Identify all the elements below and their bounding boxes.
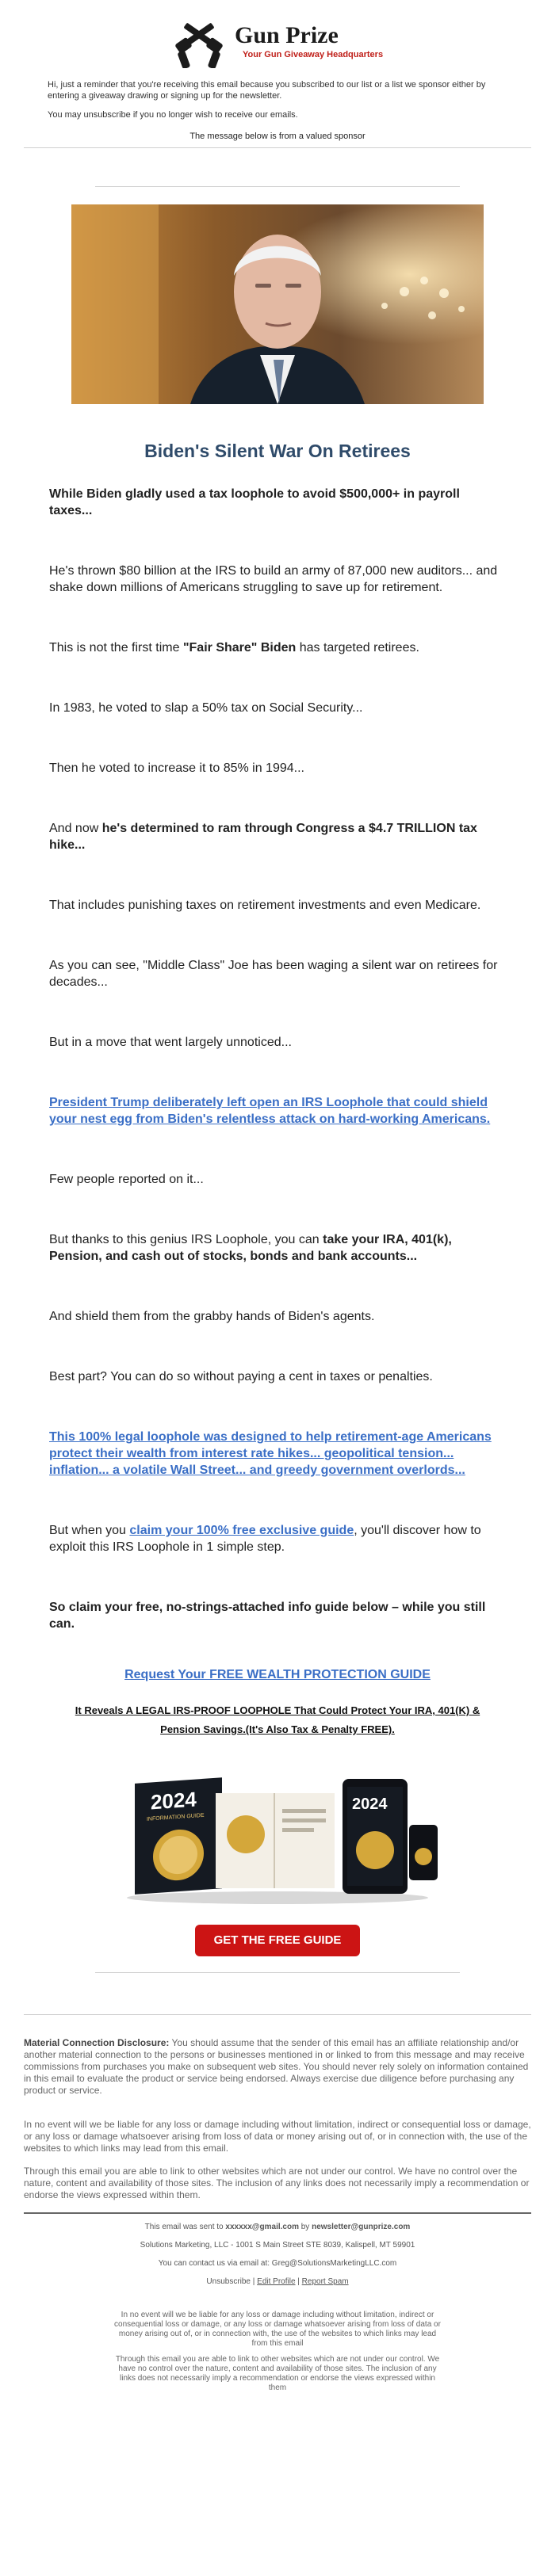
paragraph: Best part? You can do so without paying a cent in taxes or penalties. xyxy=(49,1370,433,1383)
unsubscribe-link[interactable]: Unsubscribe xyxy=(206,2277,251,2286)
report-spam-link[interactable]: Report Spam xyxy=(301,2277,349,2286)
paragraph: But when you claim your 100% free exclusive guide, you'll discover how to exploit this IRS Loophole in 1 simple step. xyxy=(49,1524,481,1554)
brand-name: Gun Prize xyxy=(235,22,339,48)
paragraph: As you can see, "Middle Class" Joe has been waging a silent war on retirees for decades... xyxy=(49,959,498,989)
hero-photo[interactable] xyxy=(71,204,484,404)
gun-prize-logo[interactable] xyxy=(40,0,515,71)
irs-loophole-link[interactable]: President Trump deliberately left open an IRS Loophole that could shield your nest egg from Biden's relentless attack on hard-working Americans. xyxy=(49,1096,491,1126)
paragraph: He's thrown $80 billion at the IRS to build an army of 87,000 new auditors... and shake down millions of Americans struggling to save up for retirement. xyxy=(49,564,498,594)
divider xyxy=(24,147,531,148)
paragraph: But in a move that went largely unnoticed... xyxy=(49,1036,292,1049)
email-container xyxy=(40,0,515,141)
legal-loophole-link[interactable]: This 100% legal loophole was designed to help retirement-age Americans protect their wealth from interest rate hikes... geopolitical tension... inflation... a volatile Wall Street... and greedy government overlords... xyxy=(49,1430,492,1477)
paragraph: While Biden gladly used a tax loophole to avoid $500,000+ in payroll taxes... xyxy=(49,487,460,517)
paragraph: But thanks to this genius IRS Loophole, you can take your IRA, 401(k), Pension, and cash out of stocks, bonds and bank accounts... xyxy=(49,1233,452,1263)
paragraph: Few people reported on it... xyxy=(49,1173,204,1186)
free-guide-link[interactable]: claim your 100% free exclusive guide xyxy=(129,1524,354,1537)
paragraph: So claim your free, no-strings-attached info guide below – while you still can. xyxy=(49,1601,486,1631)
sponsor-note: The message below is from a valued sponsor xyxy=(189,132,366,141)
paragraph: And now he's determined to ram through Congress a $4.7 TRILLION tax hike... xyxy=(49,822,477,852)
divider xyxy=(95,186,460,187)
svg-text:2024: 2024 xyxy=(352,1796,388,1813)
divider xyxy=(95,1972,460,1973)
article-body xyxy=(40,486,515,1632)
edit-profile-link[interactable]: Edit Profile xyxy=(257,2277,296,2286)
preamble xyxy=(40,79,515,120)
brand-tagline: Your Gun Giveaway Headquarters xyxy=(243,50,384,59)
company-address: Solutions Marketing, LLC - 1001 S Main Street STE 8039, Kalispell, MT 59901 xyxy=(140,2241,415,2250)
svg-text:2024: 2024 xyxy=(151,1787,197,1815)
svg-text:INFORMATION GUIDE: INFORMATION GUIDE xyxy=(147,1812,205,1822)
paragraph xyxy=(49,1094,506,1128)
article-headline: Biden's Silent War On Retirees xyxy=(144,441,411,461)
material-connection-disclosure: Material Connection Disclosure: You should assume that the sender of this email has an affiliate relationship and/or another material connection to the persons or businesses mentioned in or linked to from this message and may receive commissions from purchases you make on subsequent web sites. You should never rely solely on information contained in this email to evaluate the product or service being endorsed. Always exercise due diligence before purchasing any product or service. xyxy=(24,2037,529,2096)
paragraph: That includes punishing taxes on retirement investments and even Medicare. xyxy=(49,899,481,912)
get-free-guide-button[interactable]: GET THE FREE GUIDE xyxy=(195,1925,360,1956)
contact-line: You can contact us via email at: Greg@SolutionsMarketingLLC.com xyxy=(158,2259,397,2268)
paragraph: In 1983, he voted to slap a 50% tax on Social Security... xyxy=(49,701,363,715)
footer xyxy=(0,2214,555,2287)
subscription-reminder: Hi, just a reminder that you're receiving this email because you subscribed to our list or a list we sponsor either by entering a giveaway drawing or signing up for the newsletter. xyxy=(48,80,486,101)
paragraph: And shield them from the grabby hands of Biden's agents. xyxy=(49,1310,375,1323)
paragraph: Then he voted to increase it to 85% in 1994... xyxy=(49,761,304,775)
guide-description[interactable]: It Reveals A LEGAL IRS-PROOF LOOPHOLE That Could Protect Your IRA, 401(K) & Pension Savings.(It's Also Tax & Penalty FREE). xyxy=(75,1704,480,1735)
guide-product-image[interactable] xyxy=(111,1763,444,1906)
paragraph: This is not the first time "Fair Share" Biden has targeted retirees. xyxy=(49,641,419,654)
footer-links: Unsubscribe | Edit Profile | Report Spam xyxy=(206,2277,349,2286)
external-links-disclaimer: Through this email you are able to link to other websites which are not under our control. We have no control over the nature, content and availability of those sites. The inclusion of any links does not necessarily imply a recommendation or endorse the views expressed within them. xyxy=(24,2166,530,2200)
sent-to-line: This email was sent to xxxxxx@gmail.com by newsletter@gunprize.com xyxy=(144,2223,411,2231)
request-guide-link[interactable]: Request Your FREE WEALTH PROTECTION GUIDE xyxy=(124,1668,431,1681)
unsubscribe-note: You may unsubscribe if you no longer wish to receive our emails. xyxy=(48,110,298,120)
crossed-revolvers-icon xyxy=(166,14,388,68)
paragraph xyxy=(49,1429,506,1479)
fine-print xyxy=(0,2295,555,2393)
fine-print-links: Through this email you are able to link to other websites which are not under our control. We have no control over the nature, content and availability of those sites. The inclusion of any links does not necessarily imply a recommendation or endorse the views expressed within them xyxy=(115,2355,440,2392)
liability-disclaimer: In no event will we be liable for any loss or damage including without limitation, indirect or consequential loss or damage, or any loss or damage whatsoever arising from loss of data or money arising out of, or in connection with, the use of the websites to which links may lead from this email. xyxy=(24,2119,531,2154)
fine-print-liability: In no event will we be liable for any loss or damage including without limitation, indirect or consequential loss or damage, or any loss or damage whatsoever arising from loss of data or money arising out of, or in connection with, the use of the websites to which links may lead from this email xyxy=(114,2311,441,2348)
disclosure-section xyxy=(0,2015,555,2201)
